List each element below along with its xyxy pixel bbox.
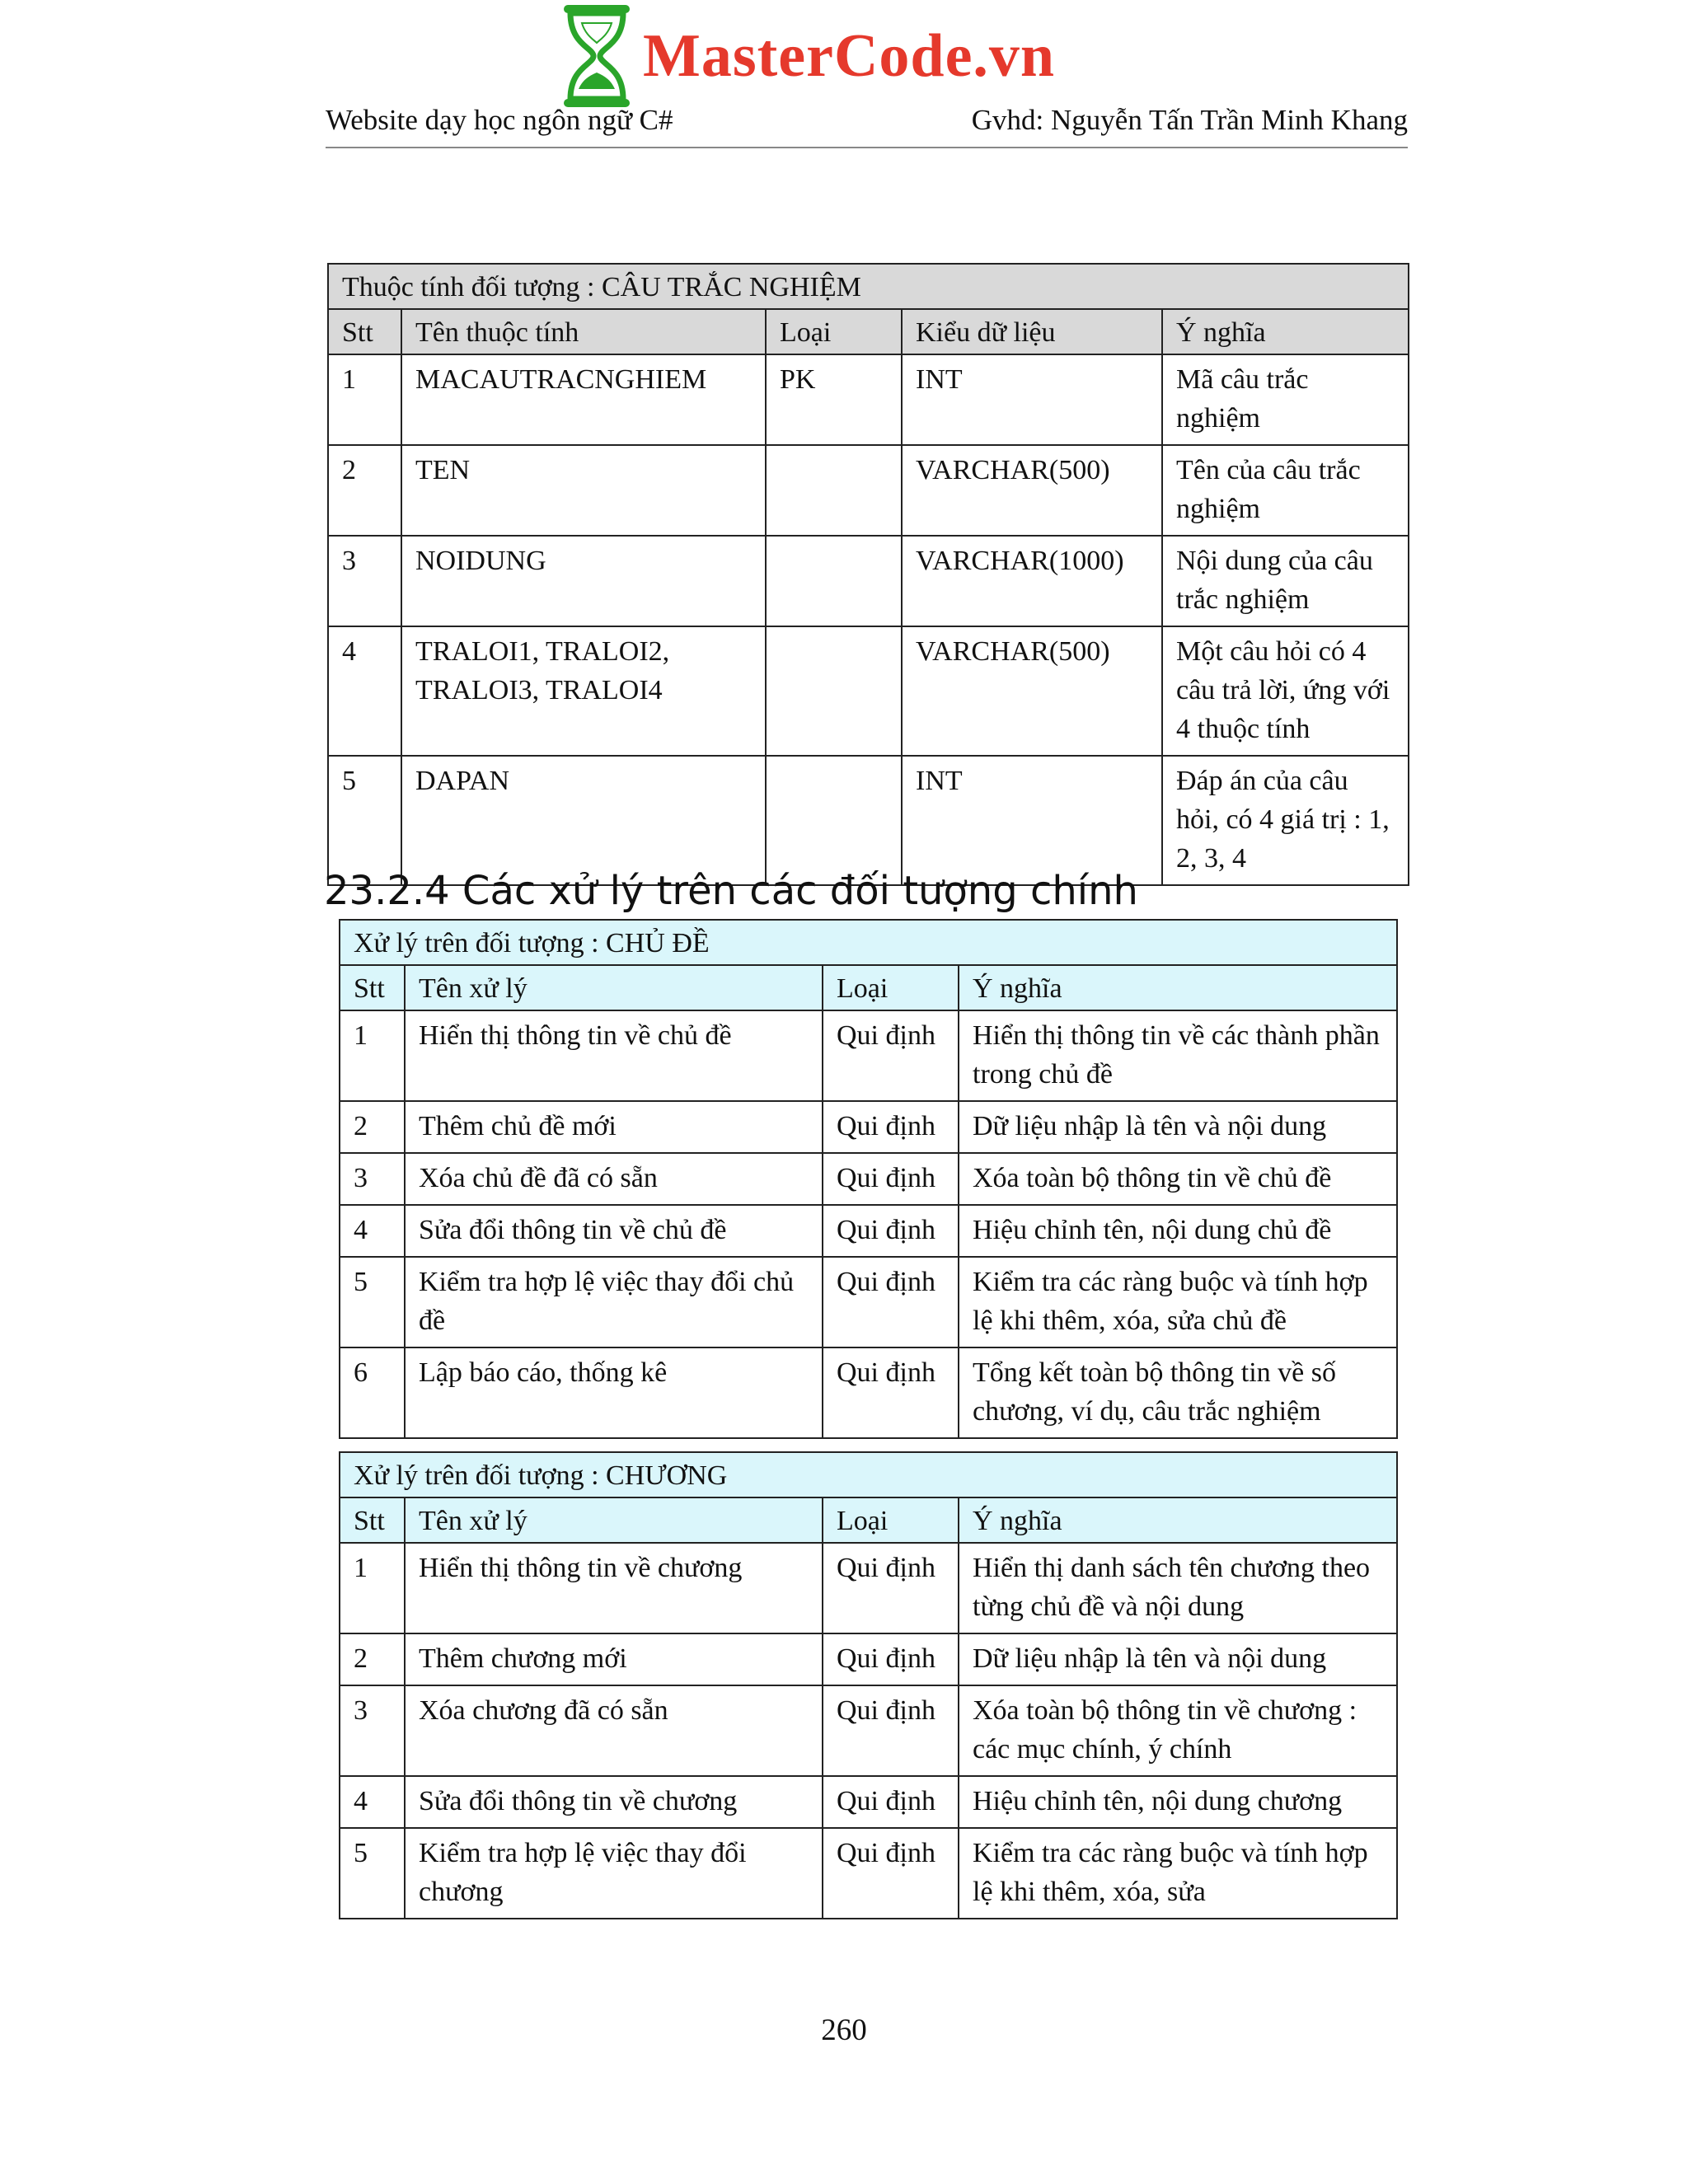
- table-cell: Sửa đổi thông tin về chương: [405, 1776, 823, 1828]
- table-cell: Qui định: [823, 1828, 959, 1919]
- table-row: [340, 1101, 1397, 1153]
- table-cell: 1: [340, 1010, 405, 1101]
- table-cell: Xóa toàn bộ thông tin về chương : các mục chính, ý chính: [959, 1685, 1397, 1776]
- table-cell: 3: [340, 1153, 405, 1205]
- table-cell: Kiểm tra các ràng buộc và tính hợp lệ khi thêm, xóa, sửa chủ đề: [959, 1257, 1397, 1347]
- table-title: Xử lý trên đối tượng : CHỦ ĐỀ: [340, 920, 1397, 965]
- column-header: Kiểu dữ liệu: [902, 309, 1162, 354]
- header-divider: [326, 147, 1408, 148]
- table-cell: Tổng kết toàn bộ thông tin về số chương, ví dụ, câu trắc nghiệm: [959, 1347, 1397, 1438]
- table-title: Thuộc tính đối tượng : CÂU TRẮC NGHIỆM: [328, 264, 1409, 309]
- table-cell: Đáp án của câu hỏi, có 4 giá trị : 1, 2, 3, 4: [1162, 756, 1409, 885]
- table-row: [328, 354, 1409, 445]
- table-cell: Tên của câu trắc nghiệm: [1162, 445, 1409, 536]
- table-header-row: [340, 965, 1397, 1010]
- table-row: [328, 536, 1409, 626]
- table-cell: Hiển thị danh sách tên chương theo từng chủ đề và nội dung: [959, 1543, 1397, 1633]
- table-row: [340, 1205, 1397, 1257]
- table-cell: Qui định: [823, 1633, 959, 1685]
- table-row: [340, 1257, 1397, 1347]
- topic-operations-table: [339, 919, 1398, 1439]
- table-cell: NOIDUNG: [401, 536, 766, 626]
- table-cell: Xóa chương đã có sẵn: [405, 1685, 823, 1776]
- table-cell: 5: [340, 1828, 405, 1919]
- table-cell: 2: [340, 1633, 405, 1685]
- table-title-row: [340, 920, 1397, 965]
- table-cell: Qui định: [823, 1010, 959, 1101]
- table-cell: Xóa chủ đề đã có sẵn: [405, 1153, 823, 1205]
- table-cell: Qui định: [823, 1205, 959, 1257]
- page-number: 260: [821, 2013, 867, 2047]
- column-header: Stt: [340, 1497, 405, 1543]
- table-cell: 3: [340, 1685, 405, 1776]
- chapter-operations-table: [339, 1451, 1398, 1919]
- table-cell: Hiển thị thông tin về các thành phần trong chủ đề: [959, 1010, 1397, 1101]
- table-cell: Sửa đổi thông tin về chủ đề: [405, 1205, 823, 1257]
- table-cell: Xóa toàn bộ thông tin về chủ đề: [959, 1153, 1397, 1205]
- table-cell: Dữ liệu nhập là tên và nội dung: [959, 1633, 1397, 1685]
- table-cell: Kiểm tra các ràng buộc và tính hợp lệ khi thêm, xóa, sửa: [959, 1828, 1397, 1919]
- header-instructor: Gvhd: Nguyễn Tấn Trần Minh Khang: [971, 104, 1408, 136]
- table-header-row: [340, 1497, 1397, 1543]
- table-cell: 2: [340, 1101, 405, 1153]
- table-row: [328, 626, 1409, 756]
- table-cell: Thêm chủ đề mới: [405, 1101, 823, 1153]
- table-row: [340, 1633, 1397, 1685]
- table-cell: 5: [340, 1257, 405, 1347]
- table-cell: Dữ liệu nhập là tên và nội dung: [959, 1101, 1397, 1153]
- table-row: [340, 1776, 1397, 1828]
- table-cell: DAPAN: [401, 756, 766, 885]
- table-cell: INT: [902, 756, 1162, 885]
- table-cell: Kiểm tra hợp lệ việc thay đổi chủ đề: [405, 1257, 823, 1347]
- attributes-table: [327, 263, 1409, 886]
- table-cell: VARCHAR(1000): [902, 536, 1162, 626]
- table-cell: [766, 626, 902, 756]
- table-cell: 6: [340, 1347, 405, 1438]
- table-cell: Thêm chương mới: [405, 1633, 823, 1685]
- column-header: Ý nghĩa: [959, 1497, 1397, 1543]
- table-cell: INT: [902, 354, 1162, 445]
- table-cell: 4: [340, 1205, 405, 1257]
- column-header: Stt: [328, 309, 401, 354]
- column-header: Tên xử lý: [405, 1497, 823, 1543]
- table-cell: Qui định: [823, 1543, 959, 1633]
- table-cell: Lập báo cáo, thống kê: [405, 1347, 823, 1438]
- table-cell: Kiểm tra hợp lệ việc thay đổi chương: [405, 1828, 823, 1919]
- table-cell: 1: [340, 1543, 405, 1633]
- site-logo[interactable]: [557, 0, 1055, 111]
- table-title-row: [328, 264, 1409, 309]
- table-title: Xử lý trên đối tượng : CHƯƠNG: [340, 1452, 1397, 1497]
- table-header-row: [328, 309, 1409, 354]
- table-cell: Qui định: [823, 1347, 959, 1438]
- table-cell: VARCHAR(500): [902, 626, 1162, 756]
- table-cell: 4: [328, 626, 401, 756]
- table-cell: Qui định: [823, 1257, 959, 1347]
- table-cell: VARCHAR(500): [902, 445, 1162, 536]
- table-title-row: [340, 1452, 1397, 1497]
- column-header: Tên xử lý: [405, 965, 823, 1010]
- column-header: Loại: [823, 965, 959, 1010]
- table-row: [340, 1543, 1397, 1633]
- table-row: [340, 1685, 1397, 1776]
- table-cell: 1: [328, 354, 401, 445]
- table-row: [340, 1010, 1397, 1101]
- column-header: Loại: [766, 309, 902, 354]
- table-row: [328, 445, 1409, 536]
- table-row: [340, 1347, 1397, 1438]
- column-header: Ý nghĩa: [959, 965, 1397, 1010]
- table-cell: [766, 536, 902, 626]
- table-cell: 2: [328, 445, 401, 536]
- table-cell: Hiển thị thông tin về chủ đề: [405, 1010, 823, 1101]
- table-cell: Qui định: [823, 1153, 959, 1205]
- section-heading: 23.2.4 Các xử lý trên các đối tượng chính: [324, 868, 1138, 914]
- table-row: [340, 1828, 1397, 1919]
- table-cell: Hiển thị thông tin về chương: [405, 1543, 823, 1633]
- table-cell: [766, 445, 902, 536]
- table-cell: 3: [328, 536, 401, 626]
- logo-text: MasterCode.vn: [643, 21, 1056, 90]
- table-cell: 5: [328, 756, 401, 885]
- table-cell: Một câu hỏi có 4 câu trả lời, ứng với 4 thuộc tính: [1162, 626, 1409, 756]
- table-cell: TRALOI1, TRALOI2, TRALOI3, TRALOI4: [401, 626, 766, 756]
- header-site-description: Website dạy học ngôn ngữ C#: [326, 104, 673, 136]
- table-cell: Mã câu trắc nghiệm: [1162, 354, 1409, 445]
- table-cell: 4: [340, 1776, 405, 1828]
- table-cell: Hiệu chỉnh tên, nội dung chương: [959, 1776, 1397, 1828]
- hourglass-icon: [557, 2, 636, 110]
- table-cell: MACAUTRACNGHIEM: [401, 354, 766, 445]
- table-cell: Qui định: [823, 1685, 959, 1776]
- column-header: Ý nghĩa: [1162, 309, 1409, 354]
- table-cell: Nội dung của câu trắc nghiệm: [1162, 536, 1409, 626]
- column-header: Stt: [340, 965, 405, 1010]
- column-header: Tên thuộc tính: [401, 309, 766, 354]
- table-cell: TEN: [401, 445, 766, 536]
- table-cell: PK: [766, 354, 902, 445]
- column-header: Loại: [823, 1497, 959, 1543]
- table-cell: Qui định: [823, 1776, 959, 1828]
- table-cell: Qui định: [823, 1101, 959, 1153]
- table-row: [340, 1153, 1397, 1205]
- table-cell: Hiệu chỉnh tên, nội dung chủ đề: [959, 1205, 1397, 1257]
